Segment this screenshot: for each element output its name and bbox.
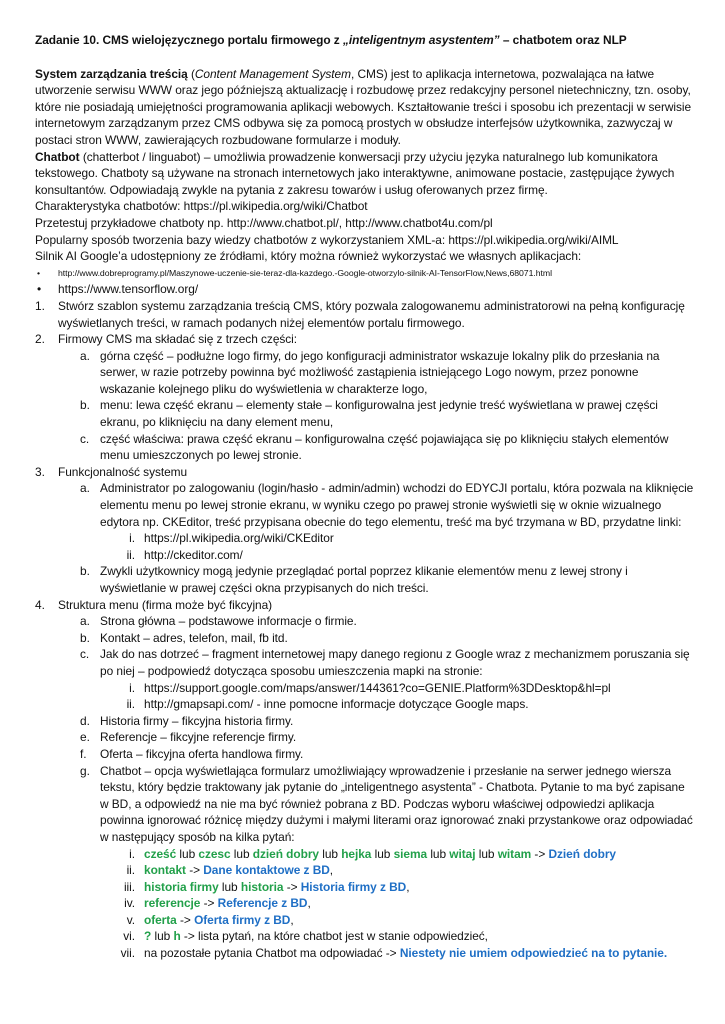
- qa-answer: Dane kontaktowe z BD: [203, 863, 330, 878]
- list-item-3a-ii[interactable]: ii. http://ckeditor.com/: [126, 547, 243, 562]
- cms-definition: System zarządzania treścią (Content Management System, CMS) jest to aplikacja internetowa, pozwalająca na łatwe utworzenie serwisu WWW oraz jego późniejszą aktualizację i rozbudowę przez redakcyjny personel nietechniczny, tzn. osoby, które nie posiadają umiejętności programowania aplikacji webowych. Kształtowanie treści i sposobu ich prezentacji w serwisie internetowym zarządzanym przez CMS odbywa się za pomocą prostych w obsłudze interfejsów użytkownika, zazwyczaj w postaci stron WWW, zawierających rozbudowane formularze i moduły.: [35, 66, 692, 147]
- list-item-4g: g. Chatbot – opcja wyświetlająca formularz umożliwiający wprowadzenie i przesłanie na serwer jednego wiersza tekstu, który będzie traktowany jak pytanie do „inteligentnego asystenta” - Chatbota. Pytanie to ma być zapisane w BD, a odpowiedź na nie ma być również pobrana z BD. Podczas wyboru właściwej odpowiedzi aplikacja powinna ignorować różnicę między dużymi i małymi literami oraz ignorować znaki przystankowe oraz odpowiadać w następujący sposób na kilka pytań:: [80, 763, 693, 844]
- google-ai-note: Silnik AI Google’a udostępniony ze źródłami, który można również wykorzystać we własnych aplikacjach:: [35, 249, 582, 264]
- list-item-4d: d. Historia firmy – fikcyjna historia firmy.: [80, 713, 294, 728]
- list-item-2a: a. górna część – podłużne logo firmy, do jego konfiguracji administrator wskazuje lokalny plik do przesłania na serwer, w razie potrzeby powinna być możliwość zastąpienia istniejącego Logo nowym, przez ponowne wskazanie kolejnego pliku do wyświetlenia w charakterze logo,: [80, 348, 660, 396]
- qa-question: kontakt: [144, 863, 186, 878]
- qa-question: witaj: [449, 846, 476, 861]
- qa-question: referencje: [144, 896, 201, 911]
- list-item-4f: f. Oferta – fikcyjna oferta handlowa firmy.: [80, 746, 304, 761]
- qa-rule-greeting: i. cześć lub czesc lub dzień dobry lub hejka lub siema lub witaj lub witam -> Dzień dobry: [129, 846, 616, 861]
- qa-answer: Niestety nie umiem odpowiedzieć na to pytanie.: [399, 946, 668, 961]
- list-item-2b: b. menu: lewa część ekranu – elementy stałe – konfigurowalna jest jedynie treść wyświetlana w prawej części ekranu, po kliknięciu na dany element menu,: [80, 398, 658, 430]
- qa-question: dzień dobry: [252, 846, 319, 861]
- list-item-2: 2. Firmowy CMS ma składać się z trzech części:: [35, 332, 298, 347]
- chatbot-characteristics-link[interactable]: Charakterystyka chatbotów: https://pl.wikipedia.org/wiki/Chatbot: [35, 199, 368, 214]
- aiml-link[interactable]: Popularny sposób tworzenia bazy wiedzy chatbotów z wykorzystaniem XML-a: https://pl.wikipedia.org/wiki/AIML: [35, 232, 619, 247]
- qa-question: czesc: [198, 846, 231, 861]
- qa-question: historia: [240, 879, 284, 894]
- qa-rule-offer: v. oferta -> Oferta firmy z BD,: [126, 912, 294, 927]
- bullet-link-dobreprogramy[interactable]: • http://www.dobreprogramy.pl/Maszynowe-uczenie-sie-teraz-dla-kazdego.-Google-otworzylo-silnik-AI-TensorFlow,News,68071.html: [35, 265, 695, 282]
- task-title: Zadanie 10. CMS wielojęzycznego portalu firmowego z „inteligentnym asystentem” – chatbotem oraz NLP: [35, 33, 627, 47]
- list-item-4e: e. Referencje – fikcyjne referencje firmy.: [80, 730, 297, 745]
- qa-question: witam: [497, 846, 532, 861]
- list-item-1: 1. Stwórz szablon systemu zarządzania treścią CMS, który pozwala zalogowanemu administratorowi na pełną konfigurację wyświetlanych treści, w ramach podanych niżej elementów portalu firmowego.: [35, 298, 685, 330]
- list-item-3b: b. Zwykli użytkownicy mogą jedynie przeglądać portal poprzez klikanie elementów menu z lewej strony i wyświetlanie w prawej części okna przypisanych do nich treści.: [80, 564, 628, 595]
- bullet-link-tensorflow[interactable]: • https://www.tensorflow.org/: [35, 281, 695, 298]
- qa-rule-help: vi. ? lub h -> lista pytań, na które chatbot jest w stanie odpowiedzieć,: [123, 929, 488, 944]
- qa-answer: Referencje z BD: [217, 896, 308, 911]
- qa-question: cześć: [144, 846, 177, 861]
- qa-question: ?: [144, 929, 152, 944]
- qa-question: hejka: [341, 846, 372, 861]
- qa-rule-history: iii. historia firmy lub historia -> Historia firmy z BD,: [123, 879, 410, 894]
- qa-question: h: [173, 929, 181, 944]
- chatbot-test-links[interactable]: Przetestuj przykładowe chatboty np. http://www.chatbot.pl/, http://www.chatbot4u.com/pl: [35, 215, 493, 230]
- qa-rule-default: vii. na pozostałe pytania Chatbot ma odpowiadać -> Niestety nie umiem odpowiedzieć na to pytanie.: [120, 946, 668, 961]
- list-item-2c: c. część właściwa: prawa część ekranu – konfigurowalna część pojawiająca się po kliknięciu stałych elementów menu umieszczonych po lewej stronie.: [80, 431, 669, 463]
- qa-rule-contact: ii. kontakt -> Dane kontaktowe z BD,: [126, 863, 334, 878]
- qa-rule-references: iv. referencje -> Referencje z BD,: [124, 896, 311, 911]
- list-item-3: 3. Funkcjonalność systemu: [35, 464, 188, 479]
- list-item-4c-ii[interactable]: ii. http://gmapsapi.com/ - inne pomocne informacje dotyczące Google maps.: [126, 697, 529, 712]
- list-item-4c: c. Jak do nas dotrzeć – fragment internetowej mapy danego regionu z Google wraz z mechanizmem poruszania się po niej – podpowiedź dotycząca sposobu umieszczenia mapki na stronie:: [80, 647, 690, 678]
- qa-answer: Oferta firmy z BD: [194, 912, 291, 927]
- list-item-4b: b. Kontakt – adres, telefon, mail, fb itd.: [80, 630, 288, 645]
- qa-question: oferta: [144, 912, 177, 927]
- qa-question: historia firmy: [144, 879, 219, 894]
- qa-answer: Historia firmy z BD: [300, 879, 407, 894]
- document-page: [35, 32, 695, 962]
- list-item-4a: a. Strona główna – podstawowe informacje o firmie.: [80, 614, 357, 629]
- chatbot-definition: Chatbot (chatterbot / linguabot) – umożliwia prowadzenie konwersacji przy użyciu języka naturalnego lub komunikatora tekstowego. Chatboty są używane na stronach internetowych jako interaktywne, animowane postacie, zastępujące żywych konsultantów. Odpowiadają zwykle na pytania z zakresu towarów i usług oferowanych przez firmę.: [35, 149, 675, 197]
- list-item-4: 4. Struktura menu (firma może być fikcyjna): [35, 597, 273, 612]
- list-item-3a-i[interactable]: i. https://pl.wikipedia.org/wiki/CKEditor: [129, 531, 334, 546]
- qa-answer: Dzień dobry: [548, 846, 616, 861]
- qa-question: siema: [393, 846, 428, 861]
- list-item-3a: a. Administrator po zalogowaniu (login/hasło - admin/admin) wchodzi do EDYCJI portalu, która pozwala na kliknięcie elementu menu po lewej stronie ekranu, w wyniku czego po prawej stronie wyświetli się w oknie wizualnego edytora np. CKEditor, treść przypisana obecnie do tego elementu, treść ma być trzymana w BD, przydatne linki:: [80, 481, 694, 529]
- list-item-4c-i[interactable]: i. https://support.google.com/maps/answer/144361?co=GENIE.Platform%3DDesktop&hl=pl: [129, 680, 611, 695]
